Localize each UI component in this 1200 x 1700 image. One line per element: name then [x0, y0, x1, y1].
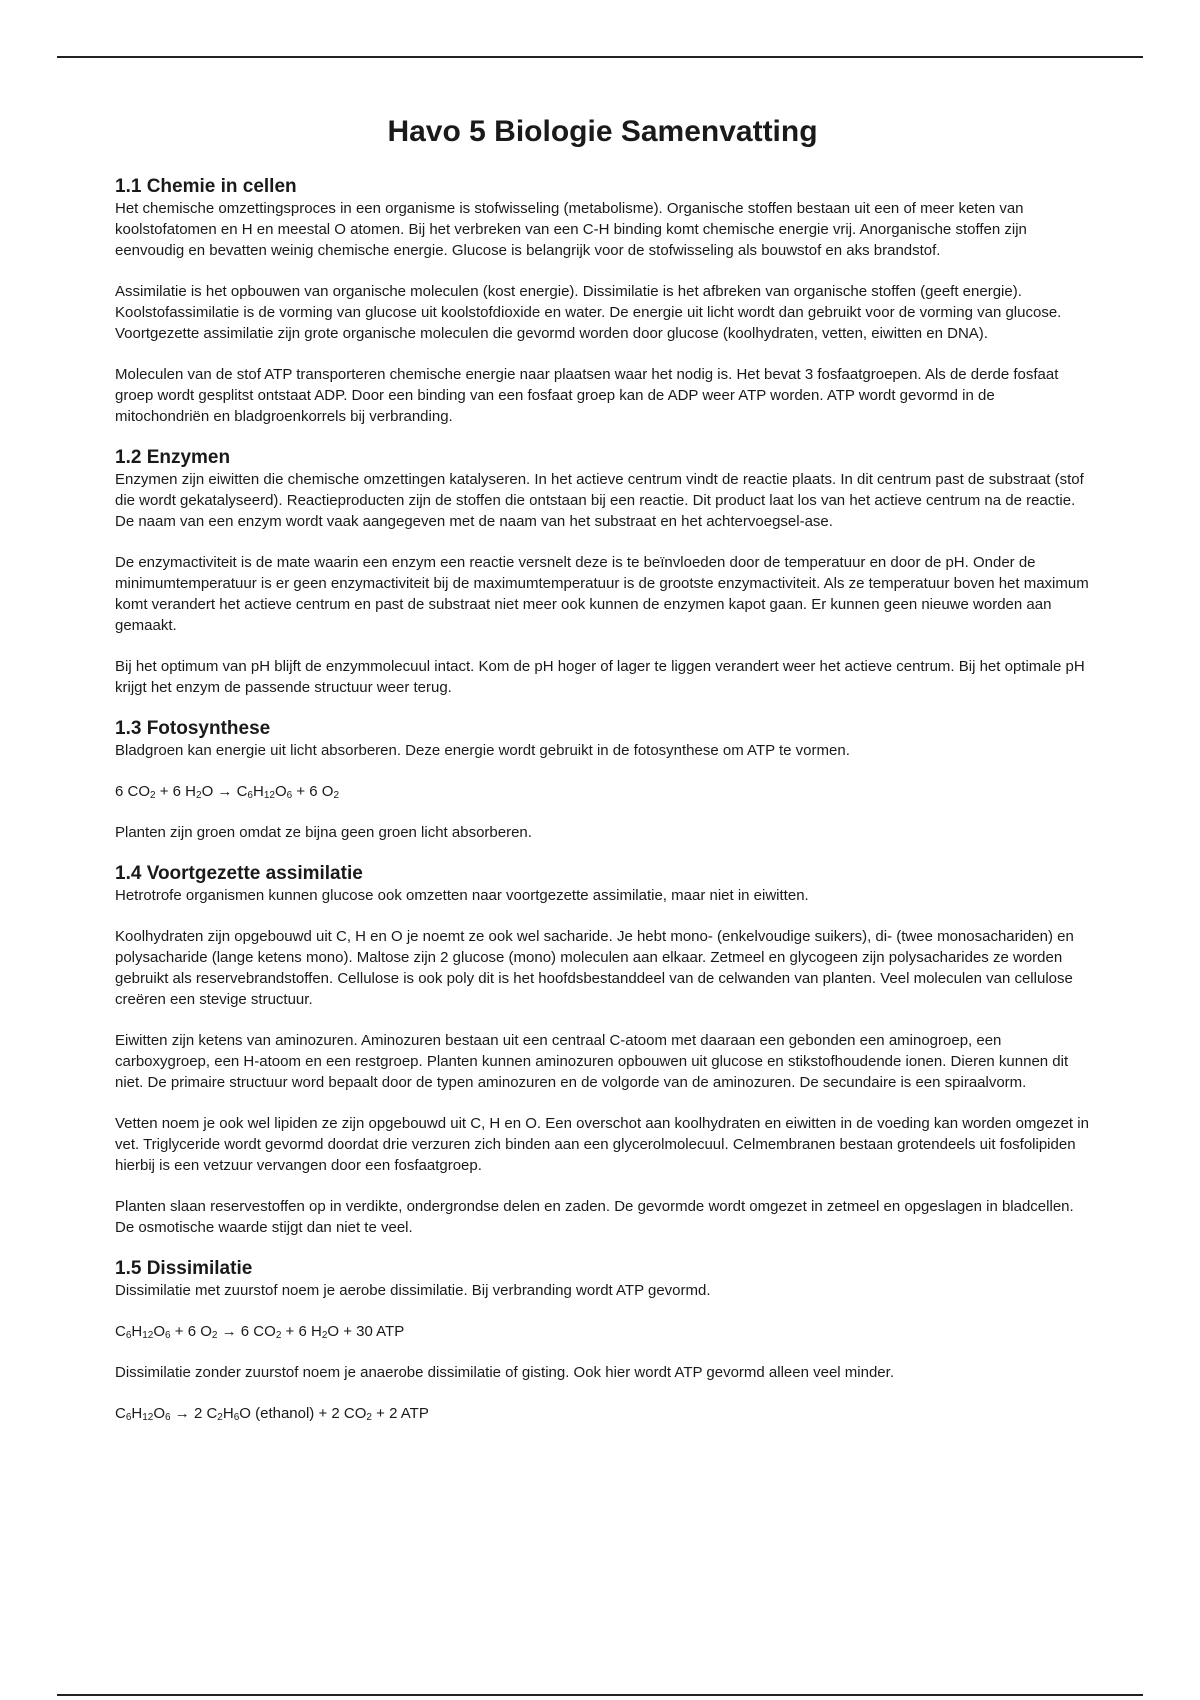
section-heading: 1.3 Fotosynthese — [115, 718, 271, 739]
paragraph: Bij het optimum van pH blijft de enzymmolecuul intact. Kom de pH hoger of lager te liggen verandert weer het actieve centrum. Bij het optimale pH krijgt het enzym de passende structuur weer terug. — [115, 658, 1085, 696]
paragraph: De enzymactiviteit is de mate waarin een enzym een reactie versnelt deze is te beïnvloeden door de temperatuur en door de pH. Onder de minimumtemperatuur is er geen enzymactiviteit bij de maximumtemperatuur is de grootste enzymactiviteit. Als ze temperatuur boven het maximum komt verandert het actieve centrum en past de substraat niet meer ook kunnen de enzymen kapot gaan. Er kunnen geen nieuwe worden aan gemaakt. — [115, 554, 1089, 634]
paragraph: Bladgroen kan energie uit licht absorberen. Deze energie wordt gebruikt in de fotosynthese om ATP te vormen. — [115, 742, 850, 759]
section-fotosynthese — [115, 718, 1090, 843]
section-heading: 1.4 Voortgezette assimilatie — [115, 863, 363, 884]
aerobe-formula: $C_6H_{12}O_6 + 6$ $O_2 \to 6$ $CO_2 + 6$ $H_2O + 30$ ATP — [115, 1323, 405, 1341]
bottom-rule — [57, 1694, 1143, 1696]
paragraph: Eiwitten zijn ketens van aminozuren. Aminozuren bestaan uit een centraal C-atoom met daaraan een gebonden een aminogroep, een carboxygroep, een H-atoom en een restgroep. Planten kunnen aminozuren opbouwen uit glucose en stikstofhoudende ionen. Dieren kunnen dit niet. De primaire structuur word bepaalt door de typen aminozuren en de volgorde van de aminozuren. De secundaire is een spiraalvorm. — [115, 1032, 1069, 1091]
paragraph: Moleculen van de stof ATP transporteren chemische energie naar plaatsen waar het nodig is. Het bevat 3 fosfaatgroepen. Als de derde fosfaat groep wordt gesplitst ontstaat ADP. Door een binding van een fosfaat groep kan de ADP weer ATP worden. ATP wordt gevormd in de mitochondriën en bladgroenkorrels bij verbranding. — [115, 366, 1059, 425]
section-heading: 1.2 Enzymen — [115, 447, 231, 468]
section-dissimilatie — [115, 1258, 1090, 1424]
paragraph: Koolhydraten zijn opgebouwd uit C, H en O je noemt ze ook wel sacharide. Je hebt mono- (enkelvoudige suikers), di- (twee monosachariden) en polysacharide (lange ketens mono). Maltose zijn 2 glucose (mono) moleculen aan elkaar. Zetmeel en glycogeen zijn polysacharides ze worden gebruikt als reservebrandstoffen. Cellulose is ook poly dit is het hoofdsbestanddeel van de celwanden van planten. Veel moleculen van cellulose creëren een stevige structuur. — [115, 928, 1074, 1008]
top-rule — [57, 56, 1143, 58]
section-chemie-in-cellen — [115, 176, 1090, 427]
paragraph: Planten slaan reservestoffen op in verdikte, ondergrondse delen en zaden. De gevormde wordt omgezet in zetmeel en opgeslagen in bladcellen. De osmotische waarde stijgt dan niet te veel. — [115, 1198, 1074, 1236]
paragraph: Dissimilatie met zuurstof noem je aerobe dissimilatie. Bij verbranding wordt ATP gevormd. — [115, 1282, 711, 1299]
section-voortgezette-assimilatie — [115, 863, 1090, 1238]
paragraph: Het chemische omzettingsproces in een organisme is stofwisseling (metabolisme). Organische stoffen bestaan uit een of meer keten van koolstofatomen en H en meestal O atomen. Bij het verbreken van een C-H binding komt chemische energie vrij. Anorganische stoffen zijn eenvoudig en bevatten weinig chemische energie. Glucose is belangrijk voor de stofwisseling als bouwstof en aks brandstof. — [115, 200, 1027, 259]
paragraph: Enzymen zijn eiwitten die chemische omzettingen katalyseren. In het actieve centrum vindt de reactie plaats. In dit centrum past de substraat (stof die wordt gekatalyseerd). Reactieproducten zijn de stoffen die ontstaan bij een reactie. Dit product laat los van het actieve centrum na de reactie. De naam van een enzym wordt vaak aangegeven met de naam van het substraat en het achtervoegsel-ase. — [115, 471, 1084, 530]
document-title: Havo 5 Biologie Samenvatting — [387, 115, 818, 148]
fotosynthese-formula: 6 $CO_2 + 6$ $H_2O \to C_6H_{12}O_6 + 6$ $O_2$ — [115, 783, 340, 801]
paragraph: Dissimilatie zonder zuurstof noem je anaerobe dissimilatie of gisting. Ook hier wordt ATP gevormd alleen veel minder. — [115, 1364, 894, 1381]
document-page — [115, 112, 1090, 1444]
section-enzymen — [115, 447, 1090, 698]
paragraph: Assimilatie is het opbouwen van organische moleculen (kost energie). Dissimilatie is het afbreken van organische stoffen (geeft energie). Koolstofassimilatie is de vorming van glucose uit koolstofdioxide en water. De energie uit licht wordt dan gebruikt voor de vorming van glucose. Voortgezette assimilatie zijn grote organische moleculen die gevormd worden door glucose (koolhydraten, vetten, eiwitten en DNA). — [115, 283, 1062, 342]
paragraph: Hetrotrofe organismen kunnen glucose ook omzetten naar voortgezette assimilatie, maar niet in eiwitten. — [115, 887, 809, 904]
anaerobe-formula: $C_6H_{12}O_6 \to 2$ $C_2H_6O$ (ethanol) + 2 $CO_2 + 2$ ATP — [115, 1405, 429, 1423]
paragraph: Vetten noem je ook wel lipiden ze zijn opgebouwd uit C, H en O. Een overschot aan koolhydraten en eiwitten in de voeding kan worden omgezet in vet. Triglyceride wordt gevormd doordat drie verzuren zich binden aan een glycerolmolecuul. Celmembranen bestaan grotendeels uit fosfolipiden hierbij is een vetzuur vervangen door een fosfaatgroep. — [115, 1115, 1089, 1174]
paragraph: Planten zijn groen omdat ze bijna geen groen licht absorberen. — [115, 824, 532, 841]
section-heading: 1.5 Dissimilatie — [115, 1258, 253, 1279]
section-heading: 1.1 Chemie in cellen — [115, 176, 297, 197]
